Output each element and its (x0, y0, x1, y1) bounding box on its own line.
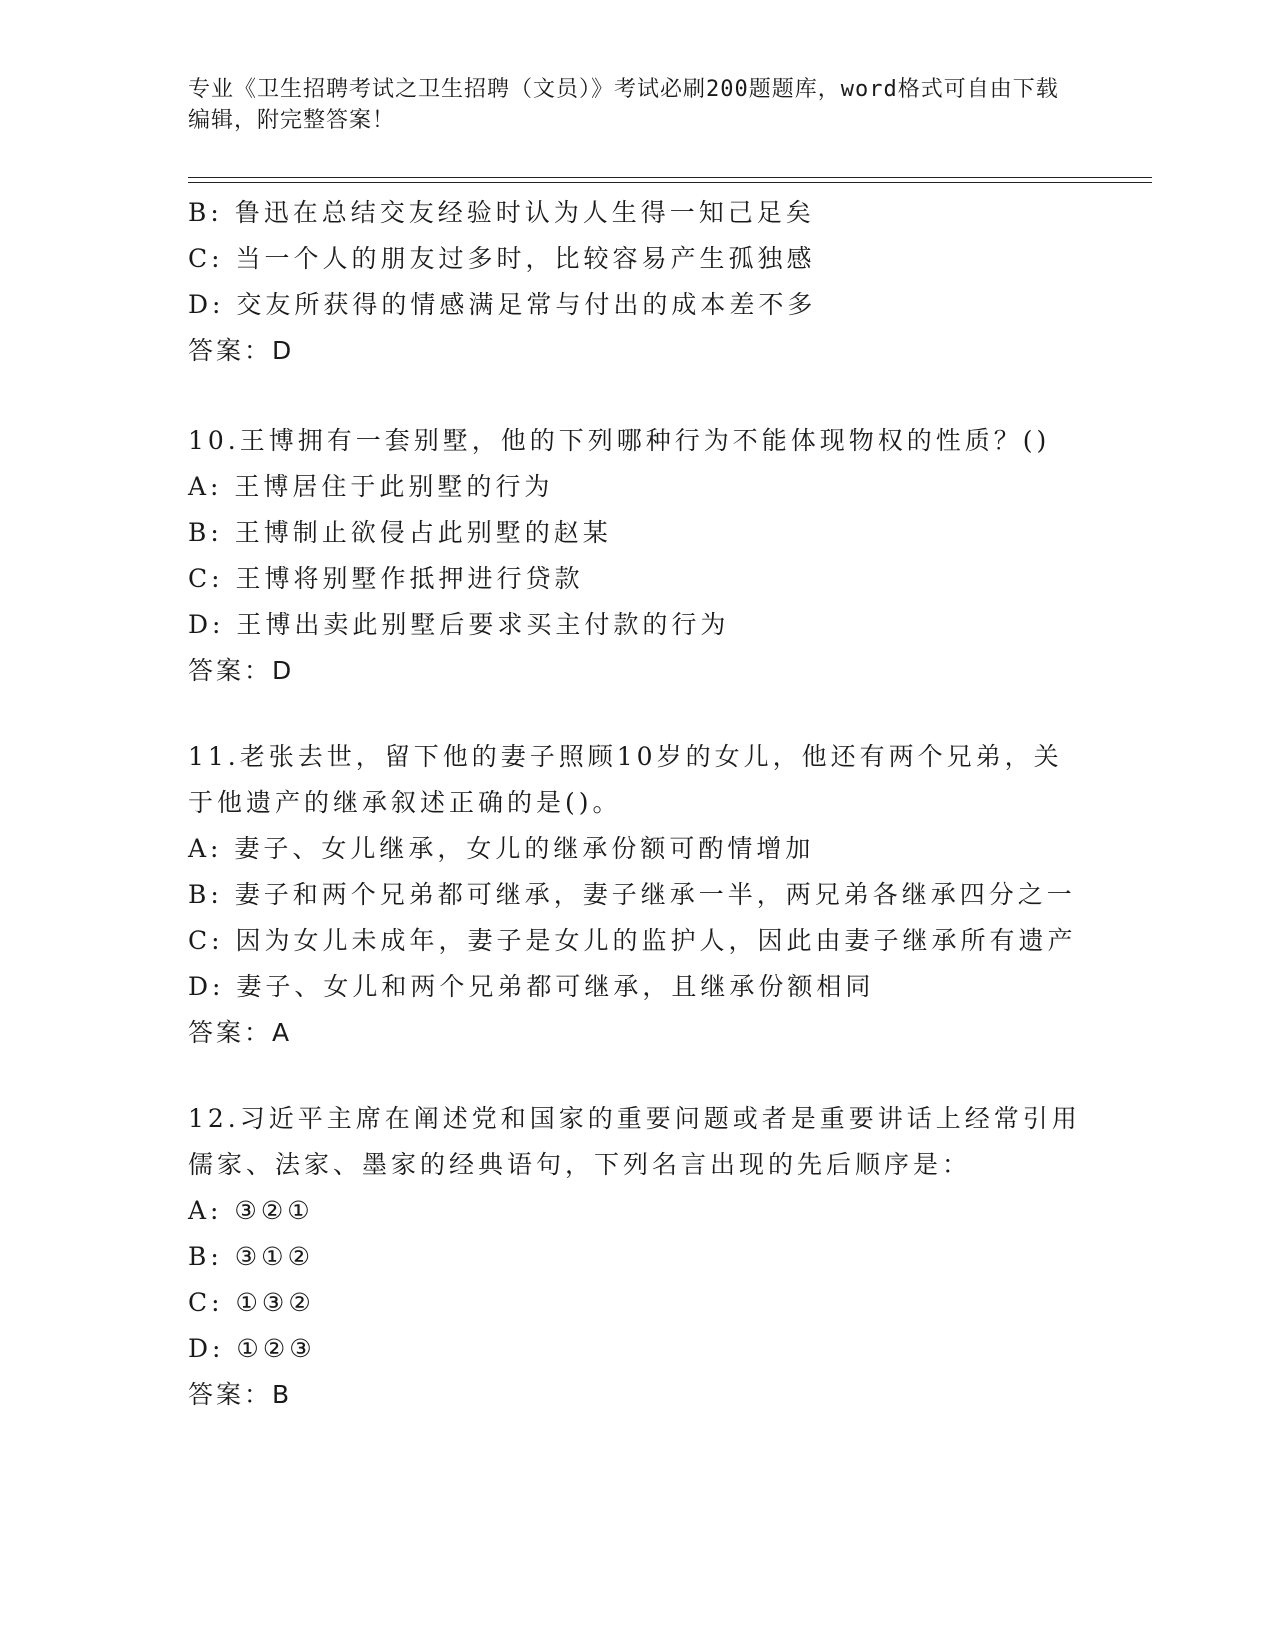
q9-option-d: D: 交友所获得的情感满足常与付出的成本差不多 (188, 290, 817, 319)
question-content (188, 190, 1088, 1418)
q9-option-c: C: 当一个人的朋友过多时，比较容易产生孤独感 (188, 244, 816, 273)
q12-stem: 12.习近平主席在阐述党和国家的重要问题或者是重要讲话上经常引用儒家、法家、墨家的经典语句，下列名言出现的先后顺序是： (188, 1104, 1081, 1179)
q12-option-b: B: ③①② (188, 1242, 314, 1271)
q11-option-b: B: 妻子和两个兄弟都可继承，妻子继承一半，两兄弟各继承四分之一 (188, 880, 1076, 909)
q10-option-a: A: 王博居住于此别墅的行为 (188, 472, 554, 501)
q12-option-c: C: ①③② (188, 1288, 315, 1317)
q10-option-c: C: 王博将别墅作抵押进行贷款 (188, 564, 584, 593)
q11-answer: 答案：A (188, 1018, 293, 1047)
q10-answer: 答案：D (188, 656, 295, 685)
q9-answer: 答案：D (188, 336, 295, 365)
header-divider-top (188, 177, 1152, 178)
q10-stem: 10.王博拥有一套别墅，他的下列哪种行为不能体现物权的性质？() (188, 426, 1051, 455)
document-header: 专业《卫生招聘考试之卫生招聘（文员）》考试必刷200题题库，word格式可自由下载编辑，附完整答案！ (188, 77, 1059, 133)
header-divider-bottom (188, 182, 1152, 183)
q11-stem: 11.老张去世，留下他的妻子照顾10岁的女儿，他还有两个兄弟，关于他遗产的继承叙述正确的是()。 (188, 742, 1063, 817)
q11-option-a: A: 妻子、女儿继承，女儿的继承份额可酌情增加 (188, 834, 815, 863)
spacer (188, 374, 1088, 418)
spacer (188, 1056, 1088, 1096)
q12-answer: 答案：B (188, 1380, 293, 1409)
q10-option-d: D: 王博出卖此别墅后要求买主付款的行为 (188, 610, 730, 639)
q12-option-d: D: ①②③ (188, 1334, 316, 1363)
q10-option-b: B: 王博制止欲侵占此别墅的赵某 (188, 518, 612, 547)
spacer (188, 694, 1088, 734)
q12-option-a: A: ③②① (188, 1196, 314, 1225)
q11-option-c: C: 因为女儿未成年，妻子是女儿的监护人，因此由妻子继承所有遗产 (188, 926, 1077, 955)
q11-option-d: D: 妻子、女儿和两个兄弟都可继承，且继承份额相同 (188, 972, 875, 1001)
q9-option-b: B: 鲁迅在总结交友经验时认为人生得一知己足矣 (188, 198, 815, 227)
